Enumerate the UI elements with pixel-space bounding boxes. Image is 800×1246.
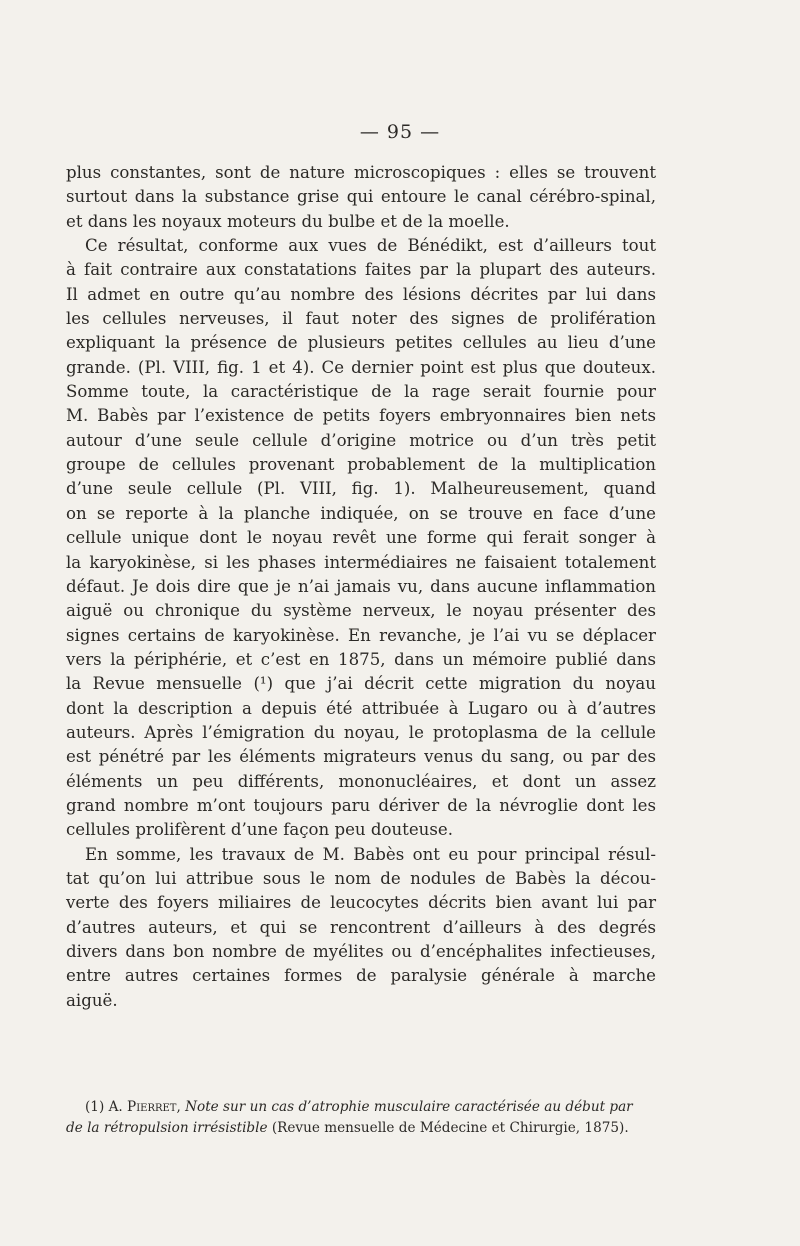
footnote-number: (1) <box>85 1099 105 1115</box>
text-line: les cellules nerveuses, il faut noter des signes de prolifération <box>66 309 656 329</box>
page-number: — 95 — <box>359 121 441 143</box>
text-line: tat qu’on lui attribue sous le nom de nodules de Babès la décou- <box>66 868 656 888</box>
text-line: expliquant la présence de plusieurs petites cellules au lieu d’une <box>66 333 656 353</box>
text-line: aiguë ou chronique du système nerveux, le noyau présenter des <box>66 601 656 621</box>
text-line: surtout dans la substance grise qui entoure le canal cérébro-spinal, <box>66 187 656 207</box>
text-line: à fait contraire aux constatations faites par la plupart des auteurs. <box>66 260 656 280</box>
text-line: Ce résultat, conforme aux vues de Bénédikt, est d’ailleurs tout <box>85 236 656 256</box>
footnote-title: Note sur un cas d’atrophie musculaire caractérisée au début par <box>185 1099 633 1115</box>
footnote-line <box>66 1097 656 1118</box>
text-line: d’une seule cellule (Pl. VIII, fig. 1). Malheureusement, quand <box>66 479 656 499</box>
text-line: d’autres auteurs, et qui se rencontrent d’ailleurs à des degrés <box>66 917 656 937</box>
footnote-publication: (Revue mensuelle de Médecine et Chirurgie, 1875). <box>271 1120 629 1136</box>
text-line: En somme, les travaux de M. Babès ont eu pour principal résul- <box>85 844 656 864</box>
text-line: grande. (Pl. VIII, fig. 1 et 4). Ce dernier point est plus que douteux. <box>66 357 656 377</box>
text-line: est pénétré par les éléments migrateurs venus du sang, ou par des <box>66 747 656 767</box>
footnote <box>66 1097 656 1139</box>
text-line: cellules prolifèrent d’une façon peu douteuse. <box>66 820 453 840</box>
text-line: cellule unique dont le noyau revêt une forme qui ferait songer à <box>66 528 656 548</box>
text-line: M. Babès par l’existence de petits foyers embryonnaires bien nets <box>66 406 656 426</box>
text-line: dont la description a depuis été attribuée à Lugaro ou à d’autres <box>66 698 656 718</box>
body-text <box>66 161 656 1013</box>
footnote-author: A. Pierret, <box>108 1099 181 1115</box>
footnote-title-cont: de la rétropulsion irrésistible <box>66 1120 268 1136</box>
text-line: Il admet en outre qu’au nombre des lésions décrites par lui dans <box>66 284 656 304</box>
text-line: et dans les noyaux moteurs du bulbe et de la moelle. <box>66 211 510 231</box>
text-line: divers dans bon nombre de myélites ou d’encéphalites infectieuses, <box>66 942 656 961</box>
text-line: auteurs. Après l’émigration du noyau, le protoplasma de la cellule <box>66 722 656 742</box>
text-line: défaut. Je dois dire que je n’ai jamais vu, dans aucune inflammation <box>66 576 656 596</box>
text-line: autour d’une seule cellule d’origine motrice ou d’un très petit <box>66 430 656 450</box>
text-line: entre autres certaines formes de paralysie générale à marche <box>66 966 656 986</box>
text-line: signes certains de karyokinèse. En revanche, je l’ai vu se déplacer <box>66 625 656 645</box>
text-line: la Revue mensuelle (¹) que j’ai décrit cette migration du noyau <box>66 674 656 694</box>
footnote-line <box>66 1118 656 1139</box>
text-line: grand nombre m’ont toujours paru dériver de la névroglie dont les <box>66 795 656 815</box>
text-line: vers la périphérie, et c’est en 1875, dans un mémoire publié dans <box>66 649 656 669</box>
text-line: plus constantes, sont de nature microscopiques : elles se trouvent <box>66 163 656 182</box>
text-line: aiguë. <box>66 990 118 1010</box>
text-line: groupe de cellules provenant probablement de la multiplication <box>66 455 656 475</box>
text-line: on se reporte à la planche indiquée, on se trouve en face d’une <box>66 503 656 523</box>
text-line: la karyokinèse, si les phases intermédiaires ne faisaient totalement <box>66 552 656 572</box>
text-line: Somme toute, la caractéristique de la rage serait fournie pour <box>66 382 656 402</box>
text-line: éléments un peu différents, mononucléaires, et dont un assez <box>66 771 656 791</box>
text-line: verte des foyers miliaires de leucocytes décrits bien avant lui par <box>66 893 656 913</box>
